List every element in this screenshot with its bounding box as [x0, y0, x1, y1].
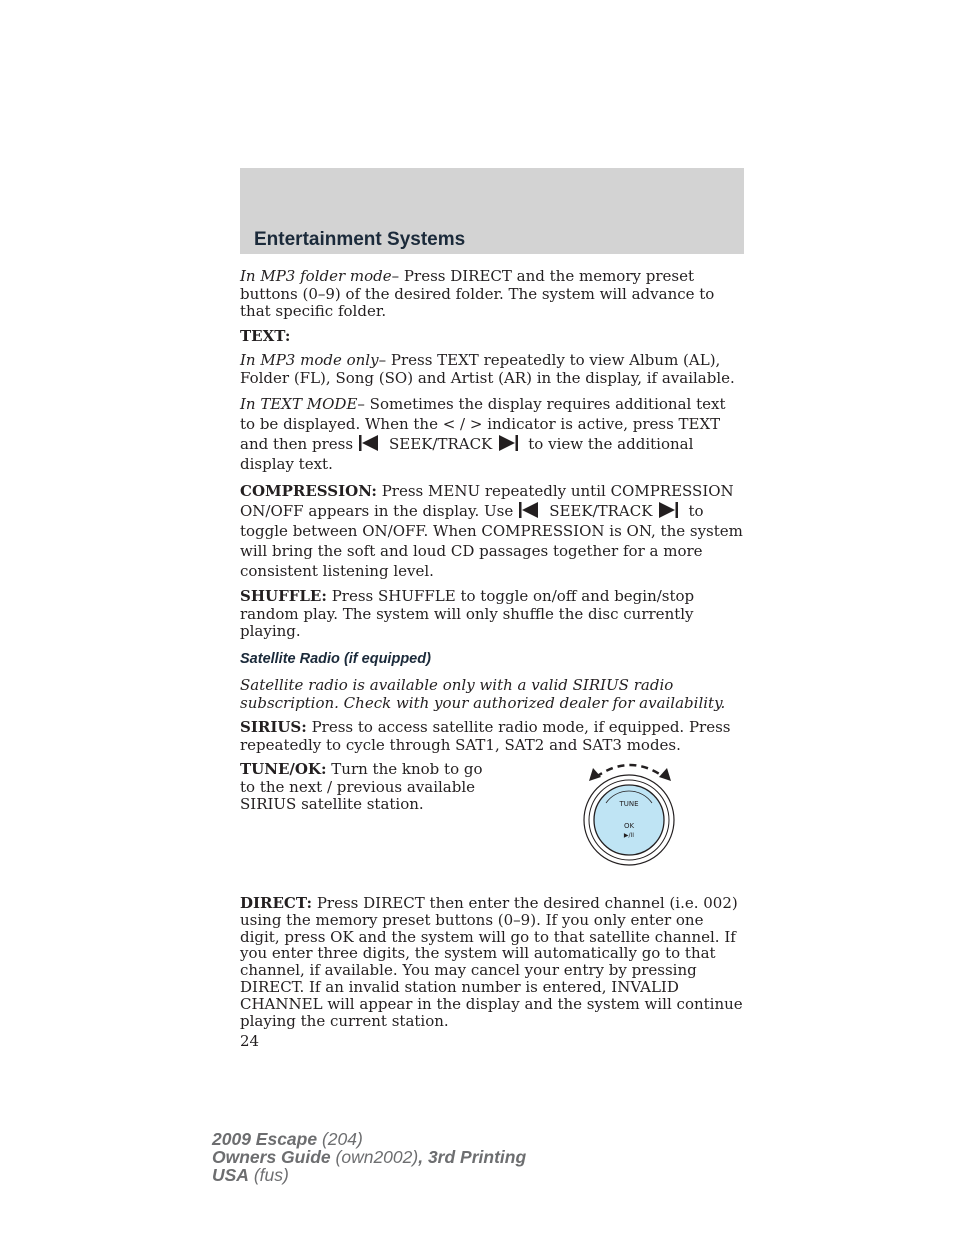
page-number: 24: [240, 1032, 260, 1051]
footer-line-region: USA (fus): [212, 1165, 289, 1185]
mp3-mode-paragraph: In MP3 mode only– Press TEXT repeatedly to view Album (AL), Folder (FL), Song (SO) and Artist (AR) in the display, if available.: [240, 351, 735, 387]
satellite-note: Satellite radio is available only with a valid SIRIUS radio subscription. Check with your authorized dealer for availability.: [240, 676, 726, 712]
text-heading: TEXT:: [240, 326, 291, 345]
knob-play-pause-label: ▶/II: [623, 832, 635, 839]
rotate-right-arrow-icon: [659, 768, 671, 781]
satellite-radio-heading: Satellite Radio (if equipped): [240, 650, 431, 667]
seek-back-icon: [519, 502, 539, 518]
tune-paragraph: TUNE/OK: Turn the knob to go to the next / previous available SIRIUS satellite station.: [240, 760, 483, 813]
sirius-paragraph: SIRIUS: Press to access satellite radio mode, if equipped. Press repeatedly to cycle through SAT1, SAT2 and SAT3 modes.: [240, 718, 731, 754]
seek-back-icon: [359, 435, 379, 451]
seek-forward-icon: [658, 502, 678, 518]
tune-ok-knob-illustration: [580, 759, 680, 867]
shuffle-paragraph: SHUFFLE: Press SHUFFLE to toggle on/off and begin/stop random play. The system will only shuffle the disc currently playing.: [240, 587, 695, 640]
knob-tune-label: TUNE: [619, 800, 639, 808]
section-title: Entertainment Systems: [254, 229, 466, 250]
text-mode-paragraph: In TEXT MODE– Sometimes the display requires additional text to be displayed. When the < / > indicator is active, press TEXT and then press SEEK/TRACK to view the additional display text.: [240, 395, 726, 473]
direct-paragraph: DIRECT: Press DIRECT then enter the desired channel (i.e. 002) using the memory preset buttons (0–9). If you only enter one digit, press OK and the system will go to that satellite channel. If you enter three digits, the system will automatically go to that channel, if available. You may cancel your entry by pressing DIRECT. If an invalid station number is entered, INVALID CHANNEL will appear in the display and the system will continue playing the current station.: [240, 894, 743, 1030]
footer-line-guide: Owners Guide (own2002), 3rd Printing: [212, 1147, 527, 1167]
footer-line-model: 2009 Escape (204): [212, 1129, 363, 1149]
knob-ok-label: OK: [623, 822, 635, 830]
compression-paragraph: COMPRESSION: Press MENU repeatedly until COMPRESSION ON/OFF appears in the display. Use SEEK/TRACK to toggle between ON/OFF. When COMPRESSION is ON, the system will bring the soft and loud CD passages together for a more consistent listening level.: [240, 482, 743, 580]
seek-forward-icon: [498, 435, 518, 451]
document-footer: [212, 1130, 526, 1184]
mp3-folder-paragraph: In MP3 folder mode– Press DIRECT and the memory preset buttons (0–9) of the desired folder. The system will advance to that specific folder.: [240, 267, 715, 320]
page-content: [240, 268, 744, 1051]
tune-section: [240, 761, 744, 885]
